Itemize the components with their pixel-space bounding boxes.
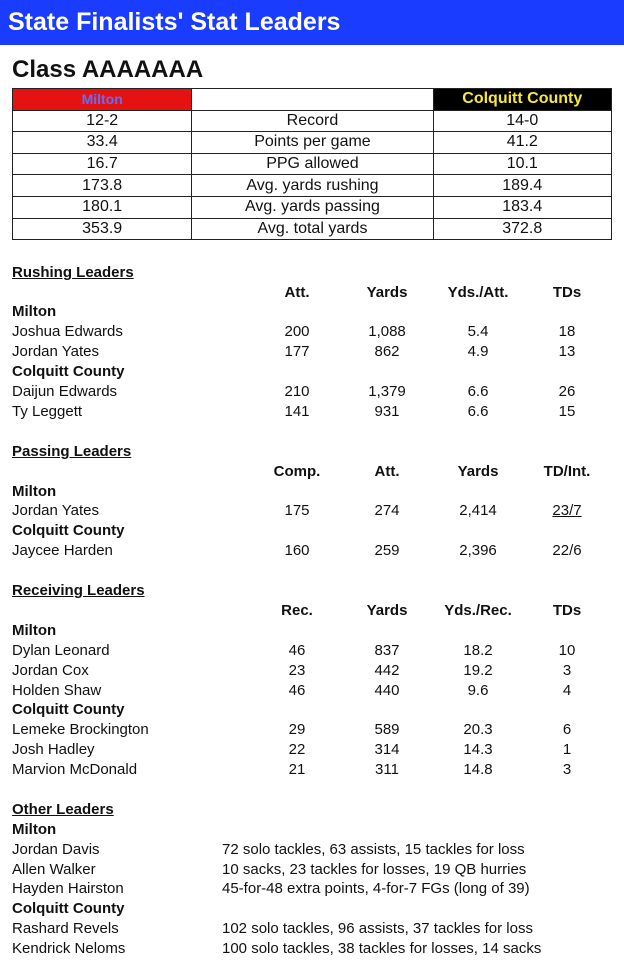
summary-right-value: 189.4 [433, 175, 611, 197]
player-name: Hayden Hairston [12, 880, 124, 897]
player-row [0, 939, 624, 959]
stat-value: 15 [558, 403, 576, 420]
team-heading-row [0, 621, 624, 641]
stat-value: 23 [288, 662, 306, 679]
team-heading-row [0, 820, 624, 840]
column-header: Yds./Att. [447, 284, 509, 301]
stat-value: 160 [284, 542, 310, 559]
stat-value: 589 [374, 721, 400, 738]
summary-label: Points per game [192, 132, 433, 154]
player-row [0, 541, 624, 561]
column-header: Yards [457, 463, 499, 480]
team-heading: Colquitt County [12, 363, 125, 380]
stat-value: 200 [284, 323, 310, 340]
stat-value: 14.3 [463, 741, 493, 758]
stat-value: 14.8 [463, 761, 493, 778]
column-header: Att. [374, 463, 400, 480]
receiving-section-title: Receiving Leaders [12, 582, 145, 599]
summary-right-value: 372.8 [433, 218, 611, 240]
rushing-column-headers [0, 283, 624, 303]
player-row [0, 322, 624, 342]
player-row [0, 382, 624, 402]
team-heading-row [0, 302, 624, 322]
stat-value: 177 [284, 343, 310, 360]
player-name: Jordan Davis [12, 841, 100, 858]
team-heading: Milton [12, 483, 57, 500]
stat-value: 1,088 [368, 323, 406, 340]
stat-value: 29 [288, 721, 306, 738]
summary-label: Avg. yards passing [192, 196, 433, 218]
stat-value: 5.4 [467, 323, 489, 340]
player-name: Dylan Leonard [12, 642, 110, 659]
summary-left-value: 33.4 [13, 132, 192, 154]
summary-row [13, 132, 612, 154]
player-stat-description: 102 solo tackles, 96 assists, 37 tackles for loss [222, 920, 533, 937]
stat-value: 2,396 [459, 542, 497, 559]
summary-right-value: 183.4 [433, 196, 611, 218]
player-row [0, 681, 624, 701]
stat-value: 9.6 [467, 682, 489, 699]
player-stat-description: 100 solo tackles, 38 tackles for losses, 14 sacks [222, 940, 542, 957]
stat-value: 18 [558, 323, 576, 340]
player-row [0, 720, 624, 740]
player-name: Marvion McDonald [12, 761, 138, 778]
passing-column-headers [0, 462, 624, 482]
column-header: Yds./Rec. [444, 602, 512, 619]
summary-row [13, 218, 612, 240]
team-left-header: Milton [13, 89, 192, 111]
player-row [0, 879, 624, 899]
summary-left-value: 16.7 [13, 153, 192, 175]
stat-value: 19.2 [463, 662, 493, 679]
player-row [0, 641, 624, 661]
player-row [0, 760, 624, 780]
stat-value: 21 [288, 761, 306, 778]
player-name: Lemeke Brockington [12, 721, 149, 738]
stat-value: 1 [562, 741, 572, 758]
player-stat-description: 10 sacks, 23 tackles for losses, 19 QB hurries [222, 861, 527, 878]
summary-right-value: 10.1 [433, 153, 611, 175]
team-heading: Colquitt County [12, 701, 125, 718]
summary-left-value: 12-2 [13, 110, 192, 132]
player-row [0, 402, 624, 422]
passing-section-title: Passing Leaders [12, 443, 132, 460]
stat-value: 175 [284, 502, 310, 519]
stat-value: 3 [562, 662, 572, 679]
column-header: Yards [366, 602, 408, 619]
player-row [0, 840, 624, 860]
summary-left-value: 353.9 [13, 218, 192, 240]
player-name: Allen Walker [12, 861, 96, 878]
player-name: Daijun Edwards [12, 383, 118, 400]
team-heading: Milton [12, 821, 57, 838]
stat-value: 6.6 [467, 383, 489, 400]
class-title: Class AAAAAAA [12, 56, 204, 83]
team-heading: Milton [12, 303, 57, 320]
team-heading: Milton [12, 622, 57, 639]
rushing-section-title-row [0, 263, 624, 283]
team-heading-row [0, 899, 624, 919]
summary-row [13, 175, 612, 197]
column-header: TDs [552, 602, 582, 619]
stat-value: 4.9 [467, 343, 489, 360]
player-name: Joshua Edwards [12, 323, 123, 340]
stat-value: 259 [374, 542, 400, 559]
page-banner [0, 0, 624, 45]
stat-value: 20.3 [463, 721, 493, 738]
column-header: Yards [366, 284, 408, 301]
player-row [0, 661, 624, 681]
summary-label: Record [192, 110, 433, 132]
stat-value: 311 [375, 761, 399, 778]
team-heading: Colquitt County [12, 900, 125, 917]
player-row [0, 860, 624, 880]
rushing-section-title: Rushing Leaders [12, 264, 134, 281]
team-heading-row [0, 521, 624, 541]
summary-left-value: 180.1 [13, 196, 192, 218]
summary-right-value: 14-0 [433, 110, 611, 132]
stat-value: 440 [374, 682, 400, 699]
stat-value: 210 [284, 383, 310, 400]
stat-value: 274 [374, 502, 400, 519]
stat-value: 931 [374, 403, 400, 420]
stat-value: 22 [288, 741, 306, 758]
player-name: Kendrick Neloms [12, 940, 126, 957]
player-row [0, 501, 624, 521]
column-header: Att. [284, 284, 310, 301]
player-stat-description: 45-for-48 extra points, 4-for-7 FGs (long of 39) [222, 880, 530, 897]
stat-value: 6 [562, 721, 572, 738]
player-name: Josh Hadley [12, 741, 95, 758]
team-right-header: Colquitt County [433, 89, 611, 111]
team-heading: Colquitt County [12, 522, 125, 539]
stat-value: 23/7 [552, 502, 582, 519]
player-row [0, 740, 624, 760]
stat-value: 862 [374, 343, 400, 360]
summary-row [13, 196, 612, 218]
stat-value: 18.2 [463, 642, 493, 659]
stat-value: 1,379 [368, 383, 406, 400]
summary-label: PPG allowed [192, 153, 433, 175]
stat-value: 837 [374, 642, 400, 659]
summary-row [13, 153, 612, 175]
other-section-title-row [0, 800, 624, 820]
summary-label-header [192, 89, 433, 111]
column-header: Rec. [281, 602, 313, 619]
stat-value: 26 [558, 383, 576, 400]
stat-value: 4 [562, 682, 572, 699]
receiving-column-headers [0, 601, 624, 621]
stat-value: 13 [558, 343, 576, 360]
summary-label: Avg. yards rushing [192, 175, 433, 197]
summary-left-value: 173.8 [13, 175, 192, 197]
player-name: Jordan Yates [12, 343, 100, 360]
stat-value: 3 [562, 761, 572, 778]
player-name: Jaycee Harden [12, 542, 113, 559]
team-summary-table [12, 88, 612, 240]
stat-value: 442 [374, 662, 400, 679]
summary-right-value: 41.2 [433, 132, 611, 154]
stat-value: 46 [288, 642, 306, 659]
player-row [0, 342, 624, 362]
player-name: Rashard Revels [12, 920, 119, 937]
banner-title: State Finalists' Stat Leaders [8, 8, 341, 36]
passing-section-title-row [0, 442, 624, 462]
player-name: Jordan Yates [12, 502, 100, 519]
stat-value: 314 [374, 741, 400, 758]
stat-value: 2,414 [459, 502, 497, 519]
player-row [0, 919, 624, 939]
team-heading-row [0, 482, 624, 502]
summary-header-row [13, 89, 612, 111]
player-name: Ty Leggett [12, 403, 83, 420]
stat-value: 22/6 [552, 542, 582, 559]
player-stat-description: 72 solo tackles, 63 assists, 15 tackles for loss [222, 841, 525, 858]
column-header: TDs [552, 284, 582, 301]
player-name: Holden Shaw [12, 682, 102, 699]
summary-label: Avg. total yards [192, 218, 433, 240]
team-heading-row [0, 362, 624, 382]
stat-value: 46 [288, 682, 306, 699]
stat-value: 10 [558, 642, 576, 659]
stat-value: 141 [284, 403, 310, 420]
column-header: Comp. [273, 463, 321, 480]
column-header: TD/Int. [543, 463, 591, 480]
player-name: Jordan Cox [12, 662, 89, 679]
team-heading-row [0, 700, 624, 720]
receiving-section-title-row [0, 581, 624, 601]
other-section-title: Other Leaders [12, 801, 114, 818]
summary-row [13, 110, 612, 132]
stat-value: 6.6 [467, 403, 489, 420]
